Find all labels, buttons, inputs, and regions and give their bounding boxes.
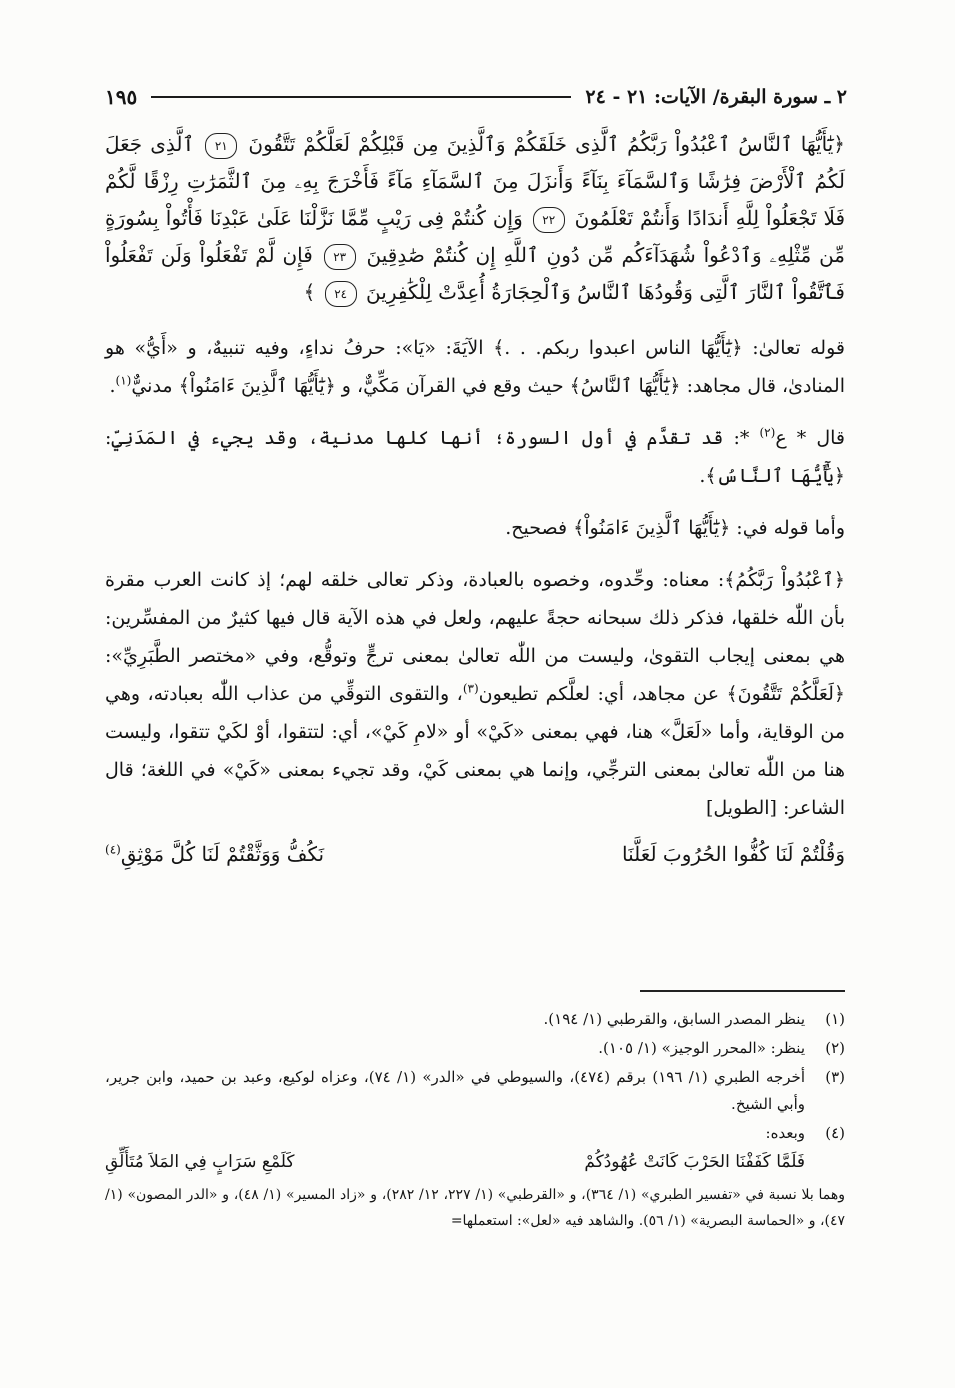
- footnote-text: ينظر المصدر السابق، والقرطبي (١/ ١٩٤).: [543, 1010, 805, 1028]
- page-number: ١٩٥: [105, 85, 138, 109]
- footnote-item: [105, 1006, 845, 1033]
- footnote-ref[interactable]: (٢): [759, 425, 776, 440]
- paragraph-text: .: [109, 375, 116, 397]
- verse-bracket: ﴾: [303, 280, 316, 304]
- poem-text: نَكُفُّ وَوَثَّقْتُمْ لَنَا كُلَّ مَوْثِقِ: [120, 842, 325, 866]
- footnote-poem-first-hemistich: فَلَمَّا كَفَفْنَا الحَرْبَ كَانَتْ عُهُودُكُمْ: [584, 1152, 805, 1172]
- page-header: [105, 82, 847, 112]
- footnote-number: (٢): [825, 1039, 845, 1057]
- footnote-ref[interactable]: (٣): [462, 681, 479, 696]
- commentary-paragraph: [105, 509, 845, 547]
- footnote-number: (٣): [825, 1068, 845, 1086]
- footnote-number: (١): [825, 1010, 845, 1028]
- ayah-marker-icon: ٢٤: [325, 281, 357, 307]
- main-text: [105, 126, 845, 873]
- commentary-paragraph: [105, 329, 845, 405]
- paragraph-text: قال * ع: [775, 427, 846, 449]
- footnote-source-text: وهما بلا نسبة في «تفسير الطبري» (١/ ٣٦٤)، و «القرطبي» (١/ ٢٢٧، ١٢/ ٢٨٢)، و «زاد المسير» (١/ ٤٨)، و «الدر المصون» (١/ ٤٧)، و «الحماسة البصرية» (١/ ٥٦). والشاهد فيه «لعل»: استعملها=: [105, 1187, 845, 1229]
- poem-first-hemistich: وَقُلْتُمْ لَنَا كُفُّوا الحُرُوبَ لَعَلَّنَا: [622, 842, 845, 866]
- quran-verses: [105, 126, 845, 311]
- poem-verse: [105, 835, 845, 873]
- ayah-marker-icon: ٢٣: [324, 244, 356, 270]
- footnote-text: وبعده:: [765, 1124, 805, 1142]
- footnote-text: أخرجه الطبري (١/ ١٩٦) برقم (٤٧٤)، والسيوطي في «الدر» (١/ ٧٤)، وعزاه لوكيع، وعبد بن حميد، وابن جرير، وأبي الشيخ.: [105, 1068, 805, 1113]
- paragraph-text: *: قد تقدَّم في أول السورة؛ أنها كلها مدنية، وقد يجيء في المَدَنِيِّ: ﴿يَٰٓأَيُّهَا ٱلنَّاسُ﴾.: [105, 427, 845, 487]
- footnote-item: [105, 1064, 845, 1118]
- header-rule: [151, 96, 571, 98]
- footnote-text: ينظر: «المحرر الوجيز» (١/ ١٠٥).: [598, 1039, 805, 1057]
- footnote-number: (٤): [825, 1124, 845, 1142]
- paragraph-text: قوله تعالىٰ: ﴿يَٰٓأَيُّهَا الناس اعبدوا ربكم. . .﴾ الآيَةَ: «يَا»: حرفُ نداءٍ، وفيه تنبيهٌ، و «أَيُّ» هو المنادىٰ، قال مجاهد: ﴿يَٰٓأَيُّهَا ٱلنَّاسُ﴾ حيث وقع في القرآن مَكِّيٌّ، و ﴿يَٰٓأَيُّهَا ٱلَّذِينَ ءَامَنُواْ﴾ مدنيٌّ: [105, 337, 845, 397]
- poem-second-hemistich: [105, 835, 324, 873]
- commentary-paragraph: [105, 419, 845, 495]
- paragraph-text: ﴿ٱعْبُدُواْ رَبَّكُمُ﴾: معناه: وحِّدوه، وخصوه بالعبادة، وذكر تعالى خلقه لهم؛ إذ كانت العرب مقرة بأن اللّٰه خلقها، فذكر ذلك سبحانه حجةً عليهم، ولعل في هذه الآية قال فيها كثيرٌ من المفسِّرين: هي بمعنى إيجاب التقوىٰ، وليست من اللّٰه تعالىٰ بمعنى ترجٍّ وتوقُّع، وفي «مختصر الطَّبَرِيِّ»: ﴿لَعَلَّكُمْ تَتَّقُونَ﴾ عن مجاهد، أي: لعلَّكم تطيعون: [105, 569, 845, 705]
- verse-text: ﴿يَٰٓأَيُّهَا ٱلنَّاسُ ٱعْبُدُواْ رَبَّكُمُ ٱلَّذِى خَلَقَكُمْ وَٱلَّذِينَ مِن قَبْلِكُمْ لَعَلَّكُمْ تَتَّقُونَ: [248, 132, 846, 156]
- footnote-separator: [640, 990, 845, 992]
- footnotes: [105, 1006, 845, 1234]
- verse-text: فَإِن لَّمْ تَفْعَلُواْ وَلَن تَفْعَلُواْ فَٱتَّقُواْ ٱلنَّارَ ٱلَّتِى وَقُودُهَا ٱلنَّاسُ وَٱلْحِجَارَةُ أُعِدَّتْ لِلْكَٰفِرِينَ: [105, 243, 845, 304]
- running-title: ٢ ـ سورة البقرة/ الآيات: ٢١ - ٢٤: [585, 86, 847, 108]
- paragraph-text: وأما قوله في: ﴿يَٰٓأَيُّهَا ٱلَّذِينَ ءَامَنُواْ﴾ فصحيح.: [505, 517, 845, 539]
- footnote-ref[interactable]: (٤): [105, 842, 121, 857]
- verse-text: وَإِن كُنتُمْ فِى رَيْبٍ مِّمَّا نَزَّلْنَا عَلَىٰ عَبْدِنَا فَأْتُواْ بِسُورَةٍ مِّن مِّثْلِهِۦ وَٱدْعُواْ شُهَدَآءَكُم مِّن دُونِ ٱللَّهِ إِن كُنتُمْ صَٰدِقِينَ: [105, 206, 846, 267]
- ayah-marker-icon: ٢٢: [533, 207, 565, 233]
- ayah-marker-icon: ٢١: [205, 133, 237, 159]
- commentary-paragraph: [105, 561, 845, 827]
- footnote-item: [105, 1120, 845, 1147]
- verse-text: ٱلَّذِى جَعَلَ لَكُمُ ٱلْأَرْضَ فِرَٰشًا وَٱلسَّمَآءَ بِنَآءً وَأَنزَلَ مِنَ ٱلسَّمَآءِ مَآءً فَأَخْرَجَ بِهِۦ مِنَ ٱلثَّمَرَٰتِ رِزْقًا لَّكُمْ فَلَا تَجْعَلُواْ لِلَّهِ أَندَادًا وَأَنتُمْ تَعْلَمُونَ: [105, 132, 846, 230]
- footnote-item: [105, 1035, 845, 1062]
- footnote-poem-second-hemistich: كَلَمْعِ سَرَابٍ فِي المَلاَ مُتَأَلِّقِ: [105, 1152, 295, 1172]
- footnote-poem: [105, 1149, 845, 1176]
- paragraph-text: ، والتقوى التوقِّي من عذاب اللّٰه بعبادته، وهي من الوقاية، وأما «لَعَلَّ» هنا، فهي بمعنى «كَيْ» أو «لامِ كَيْ»، أي: لتتقوا، أوْ لكَيْ تتقوا، وليست هنا من اللّٰه تعالىٰ بمعنى الترجِّي، وإنما هي بمعنى كَيْ، وقد تجيء بمعنى «كَيْ» في اللغة؛ قال الشاعر: [الطويل]: [105, 683, 845, 819]
- footnote-ref[interactable]: (١): [115, 373, 132, 388]
